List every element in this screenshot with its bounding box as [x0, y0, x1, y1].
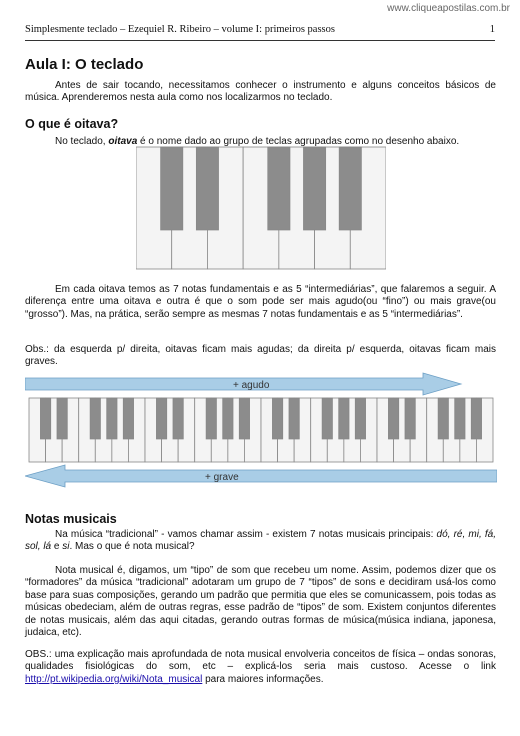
watermark: www.cliqueapostilas.com.br	[387, 3, 510, 14]
oitava-def-pre: No teclado,	[55, 136, 109, 147]
section-heading-oitava: O que é oitava?	[25, 117, 119, 131]
notas-intro-post: . Mas o que é nota musical?	[69, 541, 195, 553]
black-key	[455, 398, 465, 439]
nota-si: si	[62, 541, 70, 553]
running-header-title: Simplesmente teclado – Ezequiel R. Ribeiro – volume I: primeiros passos	[25, 24, 335, 35]
keyboard-range-diagram	[25, 372, 497, 488]
notas-intro-mid: e	[51, 541, 63, 553]
nota-definition: Nota musical é, digamos, um “tipo” de som que recebeu um nome. Assim, podemos dizer que os “formadores” da música “tradicional” adotaram um grupo de 7 “tipos” de sons e decidiram usá-los como base para suas composições, gerando um padrão que permitia que eles se comunicassem, pois todas as músicas obedeciam, além de outras regras, esse padrão de “tipos” de som. Existem conjuntos diferentes de notas musicais, além das aqui citadas, gerando outras formas de música(música indiana, japonesa, judaica, etc).	[25, 565, 496, 639]
header-rule	[25, 40, 495, 41]
octave-keyboard	[136, 146, 386, 270]
wikipedia-link[interactable]: http://pt.wikipedia.org/wiki/Nota_musical	[25, 673, 203, 685]
oitava-def-post: é o nome dado ao grupo de teclas agrupadas como no desenho abaixo.	[137, 136, 460, 147]
black-key	[173, 398, 183, 439]
black-key	[107, 398, 117, 439]
black-key	[223, 398, 233, 439]
page-number: 1	[489, 24, 495, 35]
agudo-label: + agudo	[233, 380, 270, 391]
black-key	[239, 398, 249, 439]
notas-list: dó, ré, mi, fá, sol, lá	[25, 529, 496, 553]
black-key	[196, 147, 218, 230]
notas-obs-pre: OBS.: uma explicação mais aprofundada de nota musical envolveria conceitos de física – ondas sonoras, qualidades fisiológicas do som, etc – explicá-los seria mais custoso. Acesse o link	[25, 649, 496, 673]
black-key	[304, 147, 326, 230]
black-key	[57, 398, 67, 439]
black-key	[289, 398, 299, 439]
intro-paragraph: Antes de sair tocando, necessitamos conhecer o instrumento e alguns conceitos básicos de música. Aprenderemos nesta aula como nos localizarmos no teclado.	[25, 80, 496, 104]
grave-label: + grave	[205, 472, 239, 483]
notas-obs	[25, 649, 496, 686]
black-key	[471, 398, 481, 439]
four-octave-keys	[29, 398, 493, 462]
lesson-title: Aula I: O teclado	[25, 56, 144, 73]
grave-arrow	[25, 465, 497, 487]
black-key	[322, 398, 332, 439]
black-key	[90, 398, 100, 439]
black-key	[272, 398, 282, 439]
black-key	[438, 398, 448, 439]
black-key	[268, 147, 290, 230]
black-key	[388, 398, 398, 439]
black-key	[161, 147, 183, 230]
black-key	[339, 147, 361, 230]
notas-obs-post: para maiores informações.	[202, 673, 324, 685]
notas-intro	[25, 529, 496, 554]
black-key	[339, 398, 349, 439]
black-key	[206, 398, 216, 439]
section-heading-notas: Notas musicais	[25, 512, 117, 526]
oitava-term: oitava	[108, 136, 138, 147]
black-key	[40, 398, 50, 439]
running-header	[25, 24, 495, 35]
black-key	[156, 398, 166, 439]
black-key	[405, 398, 415, 439]
black-key	[123, 398, 133, 439]
agudo-arrow	[25, 373, 461, 395]
oitava-obs: Obs.: da esquerda p/ direita, oitavas ficam mais agudas; da direita p/ esquerda, oitavas ficam mais graves.	[25, 344, 496, 368]
black-key	[355, 398, 365, 439]
oitava-explanation: Em cada oitava temos as 7 notas fundamentais e as 5 “intermediárias”, que falaremos a seguir. A diferença entre uma oitava e outra é que o som pode ser mais agudo(ou “fino”) ou mais grave(ou “grosso”). Mas, na prática, serão sempre as mesmas 7 notas fundamentais e as 5 “intermediárias”.	[25, 284, 496, 320]
notas-intro-pre: Na música “tradicional” - vamos chamar assim - existem 7 notas musicais principais:	[55, 529, 437, 540]
